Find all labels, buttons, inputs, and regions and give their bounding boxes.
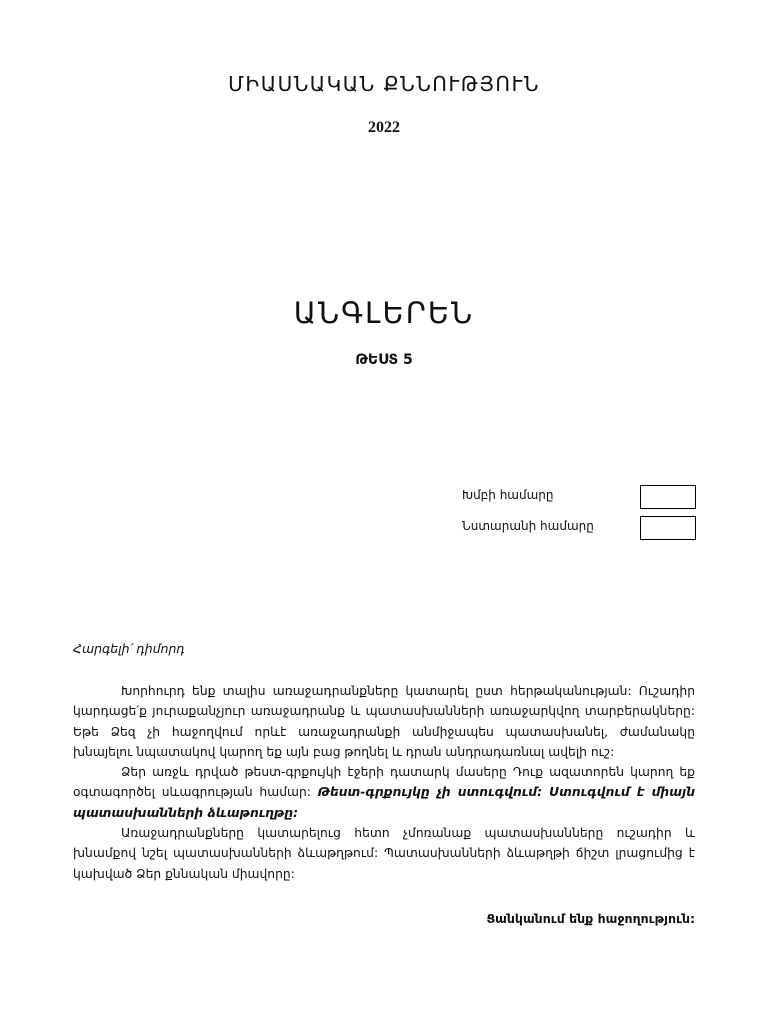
instructions-paragraph <box>73 762 695 823</box>
closing-wish: Ցանկանում ենք հաջողություն: <box>486 911 695 926</box>
subject-title: ԱՆԳԼԵՐԵՆ <box>293 296 475 330</box>
group-number-row <box>462 485 696 509</box>
seat-number-label: Նստարանի համարը <box>462 519 594 533</box>
seat-number-row <box>462 516 696 540</box>
exam-title: ՄԻԱՍՆԱԿԱՆ ՔՆՆՈՒԹՅՈՒՆ <box>228 72 540 96</box>
instructions-paragraph: Խորհուրդ ենք տալիս առաջադրանքները կատարել ըստ հերթականության: Ուշադիր կարդացե՛ք յուրաքանչյուր առաջադրանք և պատասխանների առաջարկվող տարբերակները: Եթե Ձեզ չի հաջողվում որևէ առաջադրանքի անմիջապես պատասխանել, ժամանակը խնայելու նպատակով կարող եք այն բաց թողնել և դրան անդրադառնալ ավելի ուշ: <box>73 684 695 759</box>
instructions-text: Ձեր առջև դրված թեստ-գրքույկի էջերի դատարկ մասերը Դուք ազատորեն կարող եք օգտագործել սևագրության համար: <box>73 765 695 800</box>
greeting: Հարգելի՛ դիմորդ <box>73 641 185 656</box>
test-variant: ԹԵՍՏ 5 <box>355 352 413 368</box>
instructions-emphasis: Թեստ-գրքույկը չի ստուգվում: Ստուգվում է միայն պատասխանների ձևաթուղթը: <box>73 785 695 820</box>
instructions-body <box>73 681 695 884</box>
exam-year: 2022 <box>368 119 400 136</box>
instructions-paragraph: Առաջադրանքները կատարելուց հետո չմոռանաք պատասխանները ուշադիր և խնամքով նշել պատասխանների ձևաթղթում: Պատասխանների ձևաթղթի ճիշտ լրացումից է կախված Ձեր քննական միավորը: <box>73 826 695 881</box>
seat-number-box[interactable] <box>640 516 696 540</box>
group-number-label: Խմբի համարը <box>462 488 554 502</box>
group-number-box[interactable] <box>640 485 696 509</box>
